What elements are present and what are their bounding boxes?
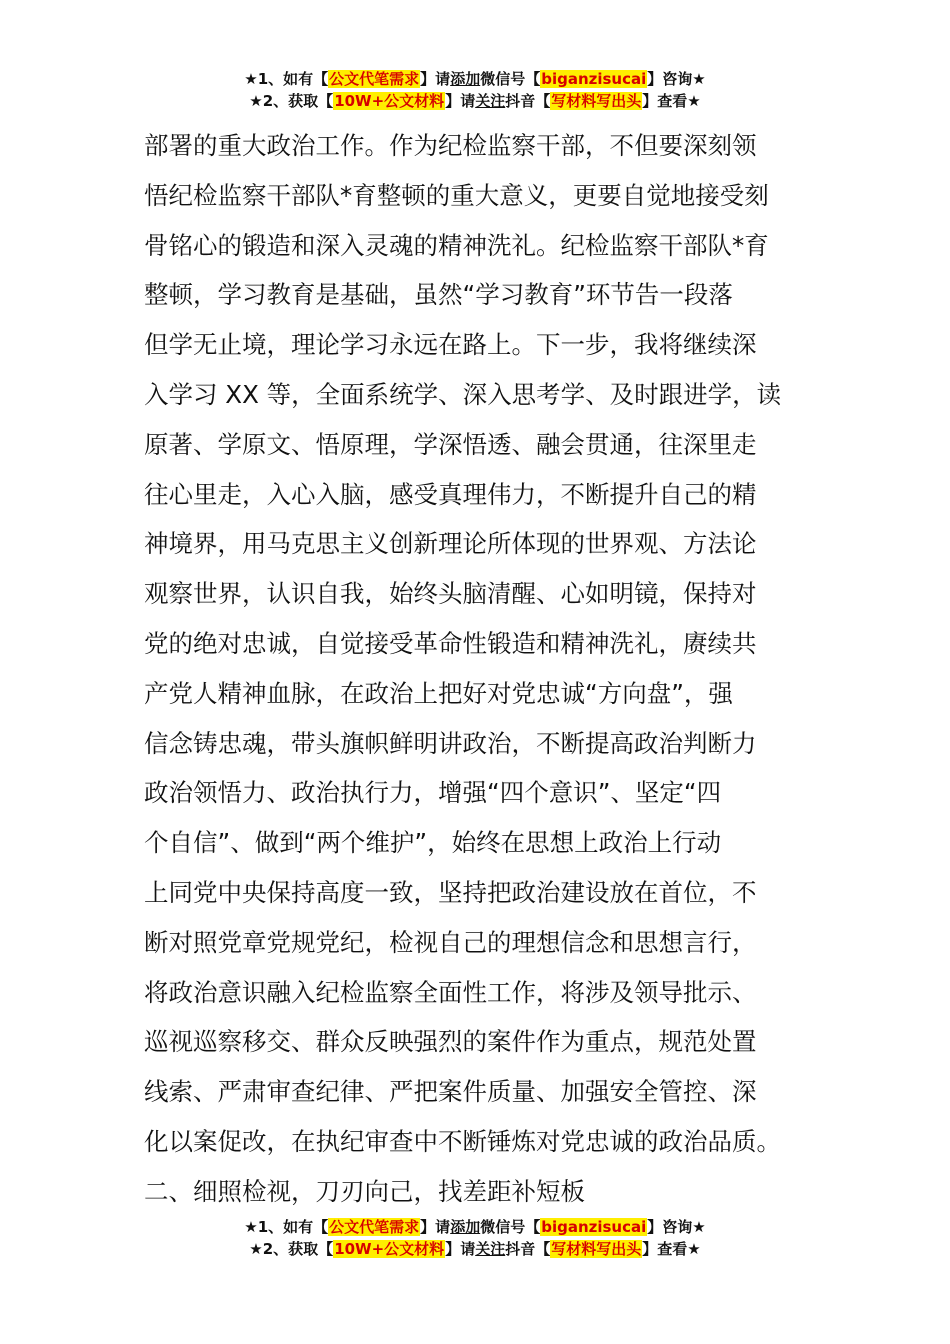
promo-text: ★1、如有【 <box>244 1218 329 1236</box>
promo-text: ★2、获取【 <box>249 92 334 110</box>
promo-emphasis: 添加 <box>450 70 481 88</box>
text-line: 原著、学原文、悟原理，学深悟透、融会贯通，往深里走 <box>144 429 757 459</box>
promo-text: 微信号【 <box>480 1218 541 1236</box>
text-line: 巡视巡察移交、群众反映强烈的案件作为重点，规范处置 <box>144 1027 757 1057</box>
text-line: 入学习 XX 等，全面系统学、深入思考学、及时跟进学，读 <box>144 379 782 409</box>
promo-text: 】咨询★ <box>647 70 706 88</box>
promo-line-1 <box>0 1216 950 1238</box>
section-heading: 二、细照检视，刀刃向己，找差距补短板 <box>144 1176 585 1206</box>
promo-emphasis: 关注 <box>475 1240 506 1258</box>
text-line: 悟纪检监察干部队*育整顿的重大意义，更要自觉地接受刻 <box>144 180 769 210</box>
text-line: 产党人精神血脉，在政治上把好对党忠诚“方向盘”，强 <box>144 678 733 708</box>
promo-text: 】请 <box>420 1218 451 1236</box>
promo-line-2 <box>0 1238 950 1260</box>
promo-text: 抖音【 <box>505 1240 551 1258</box>
promo-highlight: 写材料写出头 <box>551 1240 642 1258</box>
promo-highlight: 10W+公文材料 <box>334 1240 445 1258</box>
promo-text: 微信号【 <box>480 70 541 88</box>
promo-highlight: biganzisucai <box>541 70 647 88</box>
text-line: 上同党中央保持高度一致，坚持把政治建设放在首位，不 <box>144 877 757 907</box>
promo-highlight: biganzisucai <box>541 1218 647 1236</box>
promo-emphasis: 关注 <box>475 92 506 110</box>
text-line: 个自信”、做到“两个维护”，始终在思想上政治上行动 <box>144 828 722 858</box>
promo-text: ★1、如有【 <box>244 70 329 88</box>
text-line: 往心里走，入心入脑，感受真理伟力，不断提升自己的精 <box>144 479 757 509</box>
text-line: 线索、严肃审查纪律、严把案件质量、加强安全管控、深 <box>144 1077 757 1107</box>
header-promo-banner <box>0 68 950 112</box>
text-line: 观察世界，认识自我，始终头脑清醒、心如明镜，保持对 <box>144 579 757 609</box>
text-line: 政治领悟力、政治执行力，增强“四个意识”、坚定“四 <box>144 778 722 808</box>
promo-highlight: 写材料写出头 <box>551 92 642 110</box>
promo-text: ★2、获取【 <box>249 1240 334 1258</box>
text-line: 神境界，用马克思主义创新理论所体现的世界观、方法论 <box>144 529 757 559</box>
text-line: 党的绝对忠诚，自觉接受革命性锻造和精神洗礼，赓续共 <box>144 628 757 658</box>
promo-line-1 <box>0 68 950 90</box>
text-line: 部署的重大政治工作。作为纪检监察干部，不但要深刻领 <box>144 131 757 160</box>
text-line: 骨铭心的锻造和深入灵魂的精神洗礼。纪检监察干部队*育 <box>144 230 769 260</box>
promo-highlight: 公文代笔需求 <box>329 1218 420 1236</box>
text-line: 将政治意识融入纪检监察全面性工作，将涉及领导批示、 <box>144 977 757 1007</box>
promo-highlight: 公文代笔需求 <box>329 70 420 88</box>
promo-text: 】查看★ <box>642 92 701 110</box>
document-body <box>144 121 812 1217</box>
text-line: 信念铸忠魂，带头旗帜鲜明讲政治，不断提高政治判断力 <box>144 728 757 758</box>
text-line: 整顿，学习教育是基础，虽然“学习教育”环节告一段落 <box>144 280 733 310</box>
footer-promo-banner <box>0 1216 950 1260</box>
promo-highlight: 10W+公文材料 <box>334 92 445 110</box>
promo-text: 】请 <box>445 92 476 110</box>
text-line: 化以案促改，在执纪审查中不断锤炼对党忠诚的政治品质。 <box>144 1126 781 1156</box>
promo-text: 】查看★ <box>642 1240 701 1258</box>
promo-text: 】咨询★ <box>647 1218 706 1236</box>
promo-text: 】请 <box>420 70 451 88</box>
text-line: 但学无止境，理论学习永远在路上。下一步，我将继续深 <box>144 330 757 360</box>
promo-text: 】请 <box>445 1240 476 1258</box>
text-line: 断对照党章党规党纪，检视自己的理想信念和思想言行， <box>144 927 757 957</box>
promo-line-2 <box>0 90 950 112</box>
promo-emphasis: 添加 <box>450 1218 481 1236</box>
promo-text: 抖音【 <box>505 92 551 110</box>
